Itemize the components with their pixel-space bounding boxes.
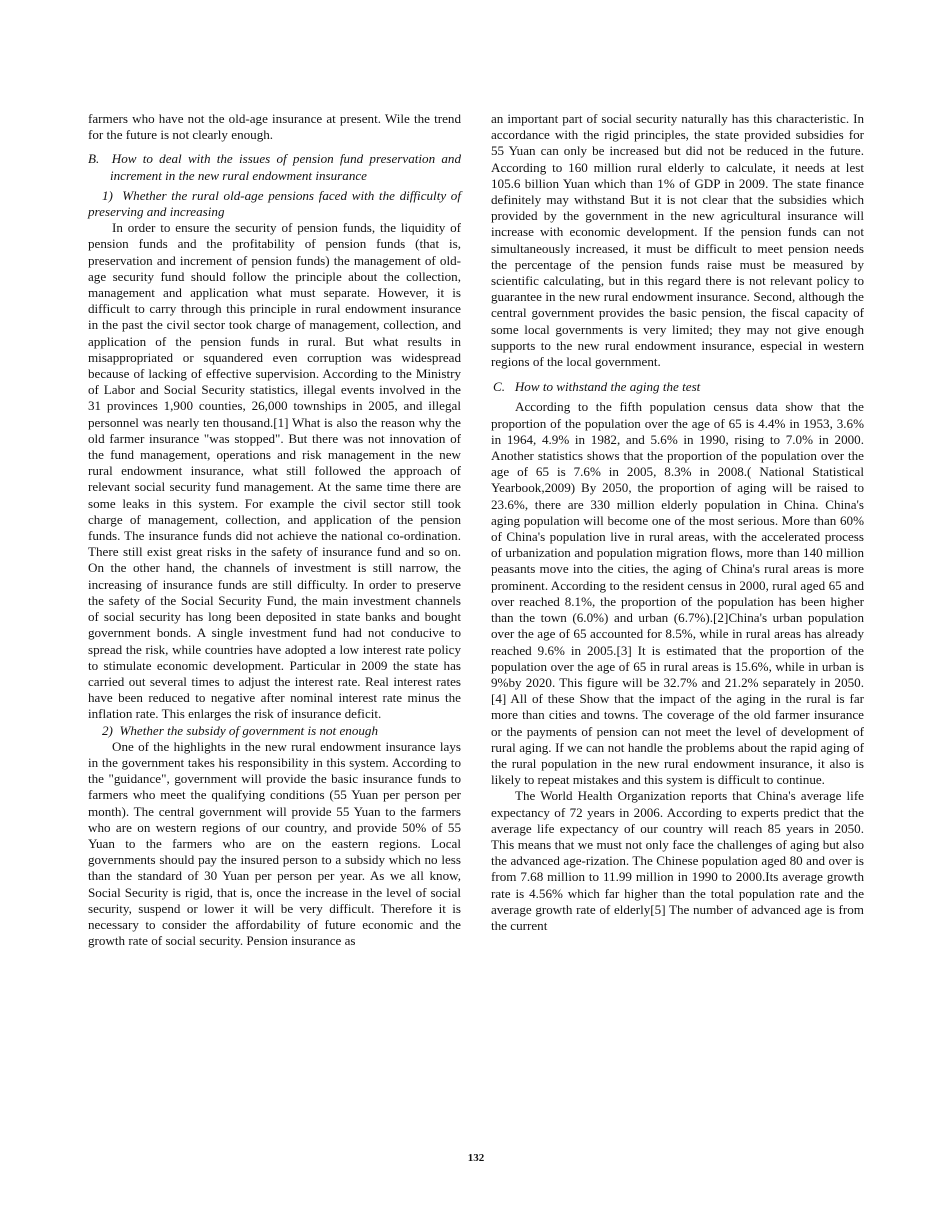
page-number: 132 xyxy=(467,1152,485,1164)
subsection-heading-2: 2) Whether the subsidy of government is not enough xyxy=(102,722,379,738)
body-paragraph: The World Health Organization reports that China's average life expectancy of 72 years in 2006. According to experts predict that the average life expectancy of our country will reach 85 years in 2050. This means that we must not only face the challenges of aging but also the advanced age-rization. The Chinese population aged 80 and over is from 7.68 million to 11.99 million in 1990 to 2000.Its average growth rate is 4.56% which far higher than the total population rate and the average growth rate of elderly[5] The number of advanced age is from the current xyxy=(491,788,864,933)
body-paragraph: One of the highlights in the new rural endowment insurance lays in the government takes his responsibility in this system. According to the "guidance", government will provide the basic insurance funds to farmers who meet the qualifying conditions (55 Yuan per person per month). The central government will provide 55 Yuan to the farmers who are on western regions of our country, and provide 50% of 55 Yuan to the farmers who are on the eastern regions. Local governments should pay the insured person to a subsidy which no less than the standard of 30 Yuan per person per year. As we all know, Social Security is rigid, that is, once the increase in the level of social security, suspend or lower it will be very difficult. Therefore it is necessary to consider the affordability of future economic and the growth rate of social security. Pension insurance as xyxy=(88,738,461,949)
right-column xyxy=(491,111,864,934)
left-column xyxy=(88,111,461,949)
body-paragraph: an important part of social security naturally has this characteristic. In accordance with the rigid principles, the state provided subsidies for 55 Yuan can only be increased but did not be reduced in the future. According to 160 million rural elderly to calculate, it needs at lest 105.6 billion Yuan which than 1% of GDP in 2009. The state finance definitely may withstand But it is not clear that the subsidies which provided by the government in the new agricultural insurance will increase with economic development. If the pension funds can not simultaneously increased, it must be difficult to meet pension needs the percentage of the pension funds raise must be measured by scientific calculating, but in this regard there is not relevant policy to guarantee in the new rural endowment insurance. Second, although the central government provides the basic pension, the fiscal capacity of some local governments is very limited; they may not give enough supports to the new rural endowment insurance, especial in western regions of the local government. xyxy=(491,111,864,370)
section-heading-c: C. How to withstand the aging the test xyxy=(493,379,701,395)
section-heading-b: B. How to deal with the issues of pension fund preservation and increment in the new rural endowment insurance xyxy=(88,151,461,183)
body-paragraph: farmers who have not the old-age insurance at present. Wile the trend for the future is not clearly enough. xyxy=(88,111,461,143)
body-paragraph: In order to ensure the security of pension funds, the liquidity of pension funds and the profitability of pension funds (that is, preservation and increment of pension funds) the management of old-age security fund should follow the principle about the collection, management and application what must separate. However, it is difficult to carry through this principle in rural endowment insurance in the past the civil sector took charge of management, collection, and application of the pension funds in rural. But what results in misappropriated or squandered even corruption was widespread because of lacking of effective supervision. According to the Ministry of Labor and Social Security statistics, illegal events involved in the 31 provinces 1,900 counties, 26,000 townships in 2005, and illegal personnel was nearly ten thousand.[1] What is also the reason why the old farmer insurance "was stopped". But there was not innovation of the fund management, operations and risk management in the new rural endowment insurance, what still followed the approach of relevant social security fund management. At the same time there are some leaks in this system. For example the civil sector still took charge of management, collection, and application of the pension funds. The insurance funds did not achieve the national co-ordination. There still exist great risks in the safety of insurance fund and so on. On the other hand, the channels of investment is still narrow, the increasing of insurance funds are still difficulty. In order to preserve the safety of the Social Security Fund, the main investment channels of social security has long been deposited in state banks and bought government bonds. A single investment fund had not conducive to spread the risk, while countries have adopted a low interest rate policy to stimulate economic development. Particular in 2009 the state has carried out several times to adjust the interest rate. Real interest rates have been reduced to negative after nominal interest rate minus the inflation rate. This enlarges the risk of insurance deficit. xyxy=(88,220,461,722)
subsection-heading-1: 1) Whether the rural old-age pensions faced with the difficulty of preserving and increasing xyxy=(88,187,461,220)
body-paragraph: According to the fifth population census data show that the proportion of the population over the age of 65 is 4.4% in 1953, 3.6% in 1964, 4.9% in 1982, and 5.6% in 1990, rising to 7.0% in 2000. Another statistics shows that the proportion of the population over the age of 65 is 7.6% in 2005, 8.3% in 2008.( National Statistical Yearbook,2009) By 2050, the proportion of aging will be raised to 23.6%, there are 330 million elderly population in China. China's aging population will become one of the most serious. More than 60% of China's population live in rural areas, with the accelerated process of urbanization and population migration flows, more than 140 million peasants move into the cities, the aging of China's rural areas is more prominent. According to the resident census in 2000, rural aged 65 and over reached 8.1%, the proportion of the population has been higher than the town (6.0%) and urban (6.7%).[2]China's urban population over the age of 65 accounted for 8.5%, while in rural areas has already reached 9.6% in 2005.[3] It is estimated that the proportion of the population over the age of 65 in rural areas is 15.6%, while in urban is 9%by 2020. This figure will be 32.7% and 21.2% separately in 2050.[4] All of these Show that the impact of the aging in the rural is far more than cities and towns. The coverage of the old farmer insurance or the payments of pension can not meet the level of development of rural aging. If we can not handle the problems about the rapid aging of the rural population in the new rural endowment insurance, it also is likely to repeat mistakes and this system is difficult to continue. xyxy=(491,399,864,788)
